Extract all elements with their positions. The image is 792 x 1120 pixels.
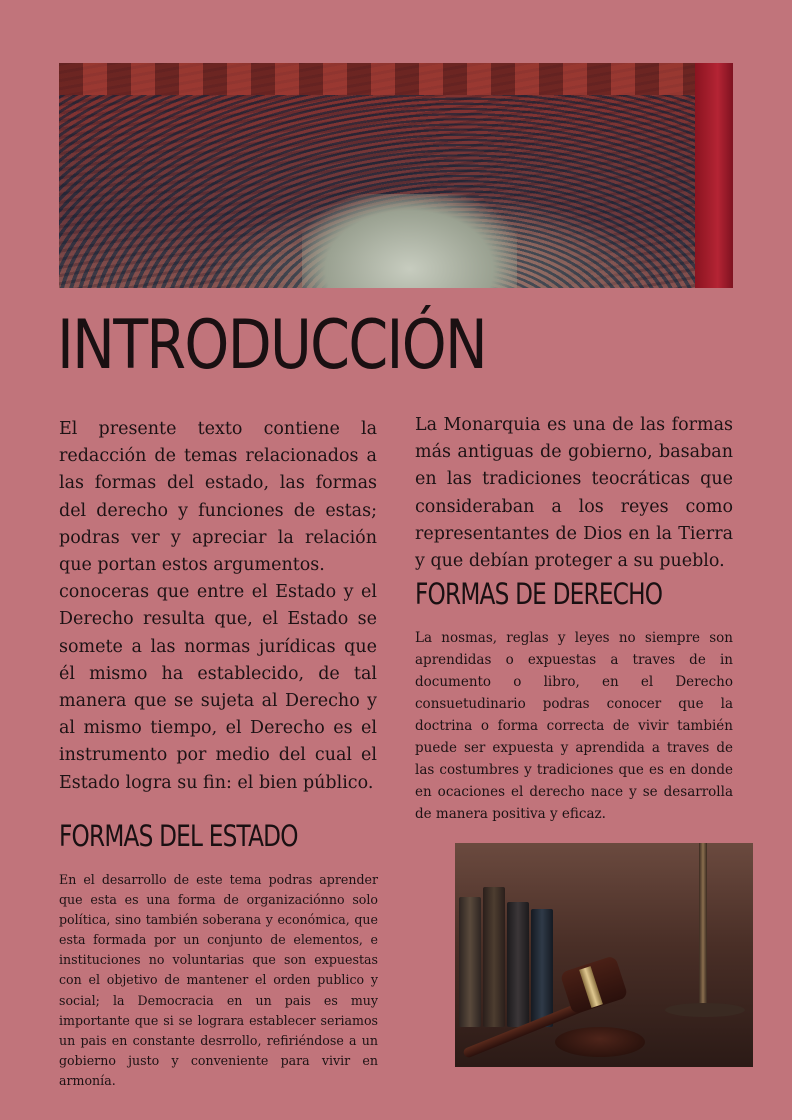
parliament-photo (59, 63, 733, 288)
book (507, 902, 529, 1027)
formas-estado-text (59, 870, 378, 1091)
intro-paragraph-1: El presente texto contiene la redacción de temas relacionados a las formas del estado, las formas del derecho y funciones de estas; podras ver y apreciar la relación que portan estos argumentos. (59, 419, 377, 576)
formas-estado-heading: FORMAS DEL ESTADO (59, 819, 298, 853)
formas-derecho-text (415, 627, 733, 825)
scale-base (665, 1003, 745, 1017)
page-title: INTRODUCCIÓN (57, 306, 487, 385)
intro-column (59, 416, 377, 797)
book (483, 887, 505, 1027)
gavel-photo (455, 843, 753, 1067)
book (531, 909, 553, 1027)
monarquia-column (415, 412, 733, 575)
intro-paragraph-2: conoceras que entre el Estado y el Derecho resulta que, el Estado se somete a las normas jurídicas que él mismo ha establecido, de tal manera que se sujeta al Derecho y al mismo tiempo, el Derecho es el instrumento por medio del cual el Estado logra su fin: el bien público. (59, 582, 377, 793)
book (459, 897, 481, 1027)
chamber-wall (59, 63, 733, 95)
formas-derecho-heading: FORMAS DE DERECHO (415, 577, 663, 611)
sound-block (555, 1027, 645, 1057)
formas-estado-paragraph: En el desarrollo de este tema podras aprender que esta es una forma de organizaciónno solo política, sino también soberana y económica, que esta formada por un conjunto de elementos, e instituciones no voluntarias que son expuestas con el objetivo de mantener el orden publico y social; la Democracia en un pais es muy importante que si se lograra establecer seriamos un pais en constante desrrollo, refiriéndose a un gobierno justo y conveniente para vivir en armonía. (59, 872, 378, 1088)
formas-derecho-paragraph: La nosmas, reglas y leyes no siempre son aprendidas o expuestas a traves de in documento o libro, en el Derecho consuetudinario podras conocer que la doctrina o forma correcta de vivir también puede ser expuesta y aprendida a traves de las costumbres y tradiciones que es en donde en ocaciones el derecho nace y se desarrolla de manera positiva y eficaz. (415, 630, 733, 822)
monarquia-paragraph: La Monarquia es una de las formas más antiguas de gobierno, basaban en las tradiciones teocráticas que consideraban a los reyes como representantes de Dios en la Tierra y que debían proteger a su pueblo. (415, 415, 733, 572)
chamber-floor (302, 194, 518, 289)
red-curtain (695, 63, 733, 288)
scale-of-justice (699, 843, 707, 1013)
